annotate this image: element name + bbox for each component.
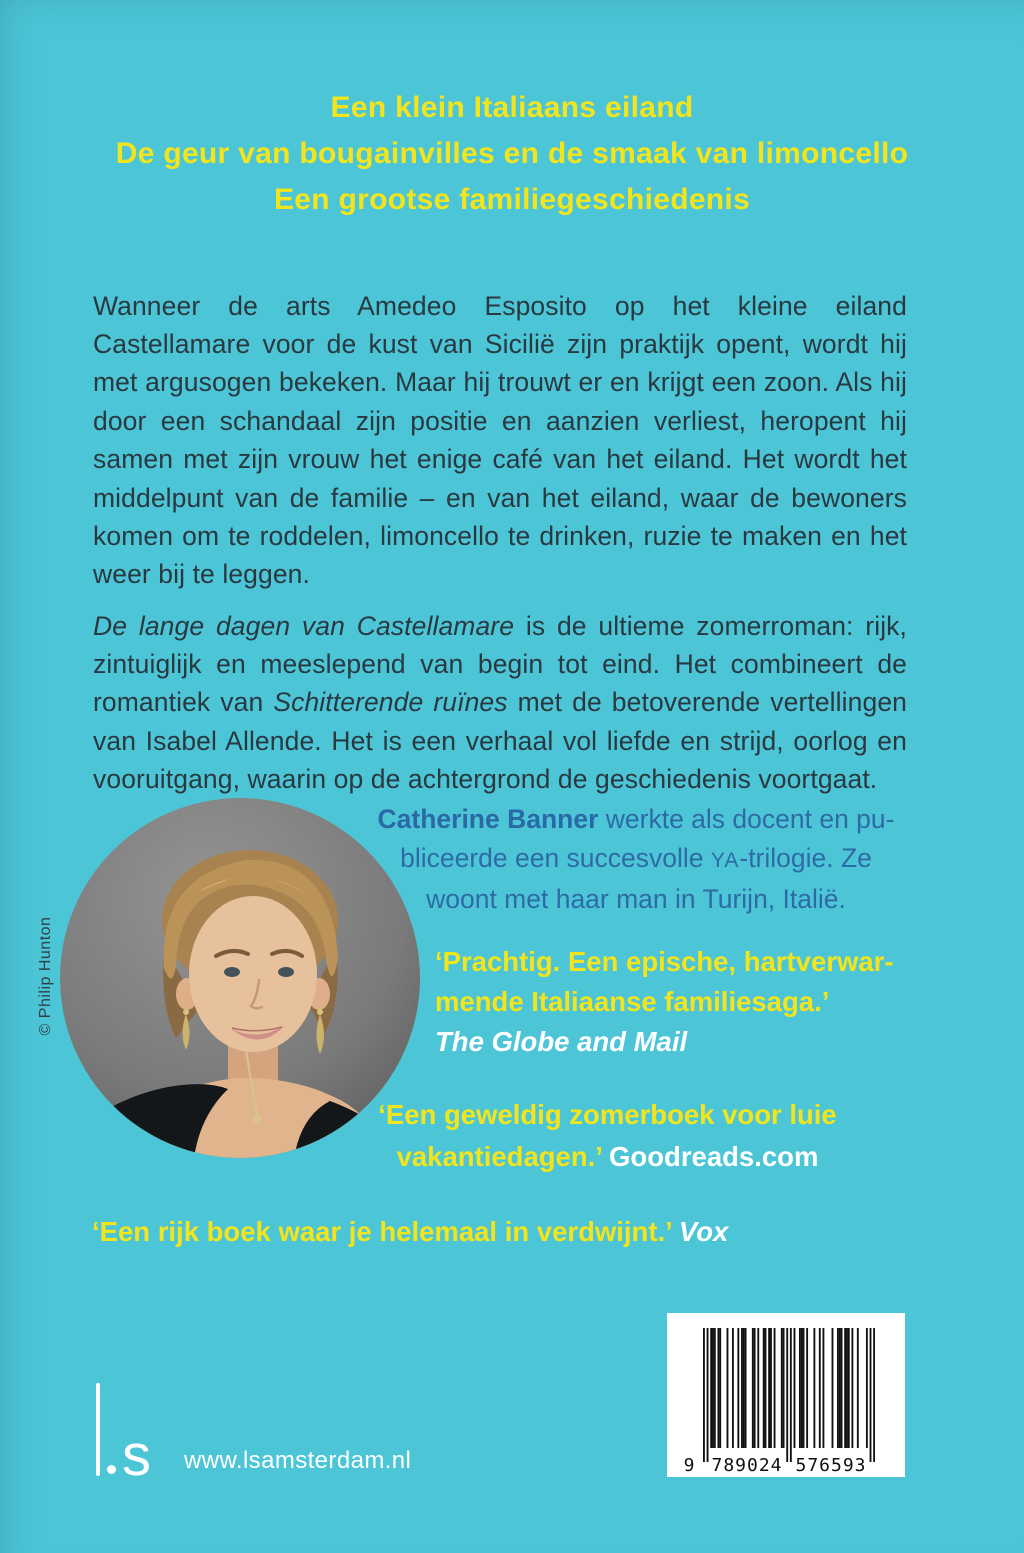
ya-abbreviation: YA [710, 848, 740, 872]
referenced-title-italic: Schitterende ruïnes [273, 687, 508, 718]
logo-l-bar [96, 1383, 100, 1476]
quote-source: Goodreads.com [609, 1141, 819, 1172]
quote-text: vakantiedagen.’ [396, 1141, 610, 1172]
publisher-logo [96, 1383, 176, 1488]
barcode-digit-group-2: 789024 [711, 1455, 783, 1476]
book-title-italic: De lange dagen van Castellamare [93, 610, 515, 641]
barcode-digit-group-1: 9 [683, 1455, 695, 1476]
logo-s: s [122, 1423, 151, 1488]
barcode-bars [703, 1328, 875, 1464]
tagline-line-3: Een grootse familiegeschiedenis [273, 183, 751, 216]
synopsis-paragraph-2-text-a: is de ultieme zomerroman: rijk, zintuiglijk en meeslepend van begin tot eind. Het combineert de romantiek van [93, 610, 907, 718]
barcode [667, 1313, 905, 1477]
barcode-digits [667, 1455, 905, 1477]
quote-text: ‘Een rijk boek waar je helemaal in verdwijnt.’ [92, 1216, 679, 1247]
tagline [0, 85, 1024, 223]
author-bio-line-2 [362, 839, 910, 881]
synopsis-paragraph-1: Wanneer de arts Amedeo Esposito op het kleine eiland Castellamare voor de kust van Sicilië zijn praktijk opent, wordt hij met argusogen bekeken. Maar hij trouwt er en krijgt een zoon. Als hij door een schandaal zijn positie en aanzien verliest, heropent hij samen met zijn vrouw het enige café van het eiland. Het wordt het middelpunt van de familie – en van het eiland, waar de bewoners komen om te roddelen, limoncello te drinken, ruzie te maken en het weer bij te leggen. [93, 290, 907, 590]
barcode-digit-group-3: 576593 [795, 1455, 867, 1476]
author-bio-text-a: werkte als docent en pu- [598, 804, 895, 834]
author-bio-text-c: -trilogie. Ze [739, 842, 872, 873]
synopsis-paragraph-2 [93, 607, 907, 799]
quote-source: The Globe and Mail [435, 1026, 688, 1057]
author-bio-line-3: woont met haar man in Turijn, Italië. [426, 884, 846, 914]
photo-credit: © Philip Hunton [37, 916, 54, 1036]
quote-text-line-1: ‘Een geweldig zomerboek voor luie [378, 1099, 837, 1130]
tagline-line-2: De geur van bougainvilles en de smaak van limoncello [115, 137, 909, 170]
quote-source: Vox [678, 1216, 729, 1247]
website-url: www.lsamsterdam.nl [184, 1447, 412, 1474]
author-name: Catherine Banner [377, 804, 599, 834]
author-bio [362, 800, 910, 919]
quote-text-line-2 [320, 1136, 895, 1178]
synopsis-paragraph-2-text-b: met de betoverende vertellingen van Isabel Allende. Het is een verhaal vol liefde en strijd, oorlog en vooruitgang, waarin op de achtergrond de geschiedenis voortgaat. [93, 687, 907, 795]
logo-dot [107, 1465, 116, 1474]
author-bio-line-1 [362, 800, 910, 839]
quote-text-line-2: mende Italiaanse familiesaga.’ [435, 986, 830, 1017]
quote-vox [92, 1212, 942, 1252]
tagline-line-1: Een klein Italiaans eiland [330, 91, 694, 124]
author-bio-text-b: bliceerde een succesvolle [400, 842, 711, 873]
quote-text-line-1: ‘Prachtig. Een epische, hartverwar- [435, 946, 894, 977]
quote-goodreads [320, 1094, 895, 1178]
quote-globe-and-mail [435, 942, 925, 1062]
